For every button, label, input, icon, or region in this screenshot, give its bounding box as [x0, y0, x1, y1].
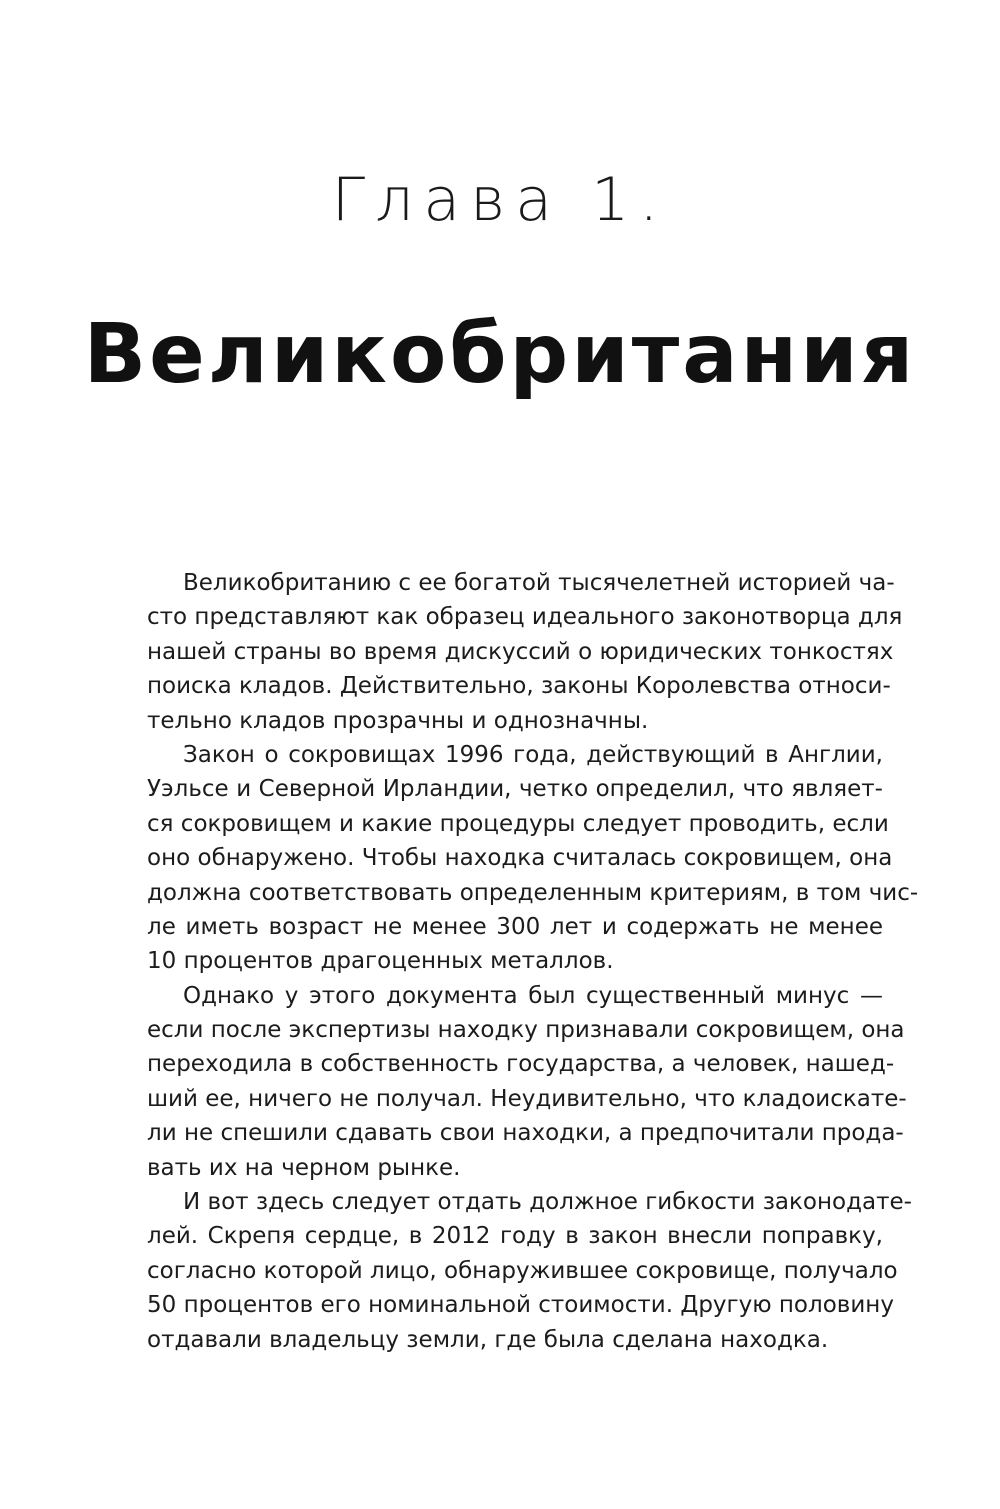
text-line: поиска кладов. Действительно, законы Королевства относи-	[147, 673, 891, 700]
paragraph	[147, 979, 907, 1185]
text-line: ся сокровищем и какие процедуры следует проводить, если	[147, 810, 889, 837]
paragraph	[147, 738, 919, 979]
text-line: отдавали владельцу земли, где была сделана находка.	[147, 1326, 829, 1353]
chapter-title: Великобритания	[83, 307, 917, 402]
text-line: сто представляют как образец идеального законотворца для	[147, 604, 903, 631]
text-line: ле иметь возраст не менее 300 лет и содержать не менее	[147, 913, 883, 940]
text-line: 10 процентов драгоценных металлов.	[147, 948, 614, 975]
text-line: тельно кладов прозрачны и однозначны.	[147, 707, 649, 734]
text-line: если после экспертизы находку признавали сокровищем, она	[147, 1017, 905, 1044]
text-line: вать их на черном рынке.	[147, 1154, 461, 1181]
text-line: согласно которой лицо, обнаружившее сокровище, получало	[147, 1257, 898, 1284]
text-line: Уэльсе и Северной Ирландии, четко определил, что являет-	[147, 776, 883, 803]
text-line: 50 процентов его номинальной стоимости. Другую половину	[147, 1292, 894, 1319]
chapter-label: Глава 1.	[331, 165, 669, 235]
paragraph	[147, 1185, 912, 1357]
text-line: ли не спешили сдавать свои находки, а предпочитали прода-	[147, 1120, 904, 1147]
text-line: И вот здесь следует отдать должное гибкости законодате-	[183, 1189, 912, 1216]
text-line: ший ее, ничего не получал. Неудивительно, что кладоискате-	[147, 1085, 907, 1112]
text-line: Однако у этого документа был существенный минус —	[183, 982, 883, 1009]
paragraph	[147, 566, 903, 738]
text-line: Закон о сокровищах 1996 года, действующий в Англии,	[183, 741, 883, 768]
text-line: лей. Скрепя сердце, в 2012 году в закон внесли поправку,	[147, 1223, 883, 1250]
body-text	[147, 566, 919, 1357]
text-line: переходила в собственность государства, а человек, нашед-	[147, 1051, 895, 1078]
text-line: оно обнаружено. Чтобы находка считалась сокровищем, она	[147, 845, 893, 872]
text-line: Великобританию с ее богатой тысячелетней историей ча-	[183, 570, 895, 596]
text-line: должна соответствовать определенным критериям, в том чис-	[147, 879, 919, 906]
text-line: нашей страны во время дискуссий о юридических тонкостях	[147, 638, 894, 665]
